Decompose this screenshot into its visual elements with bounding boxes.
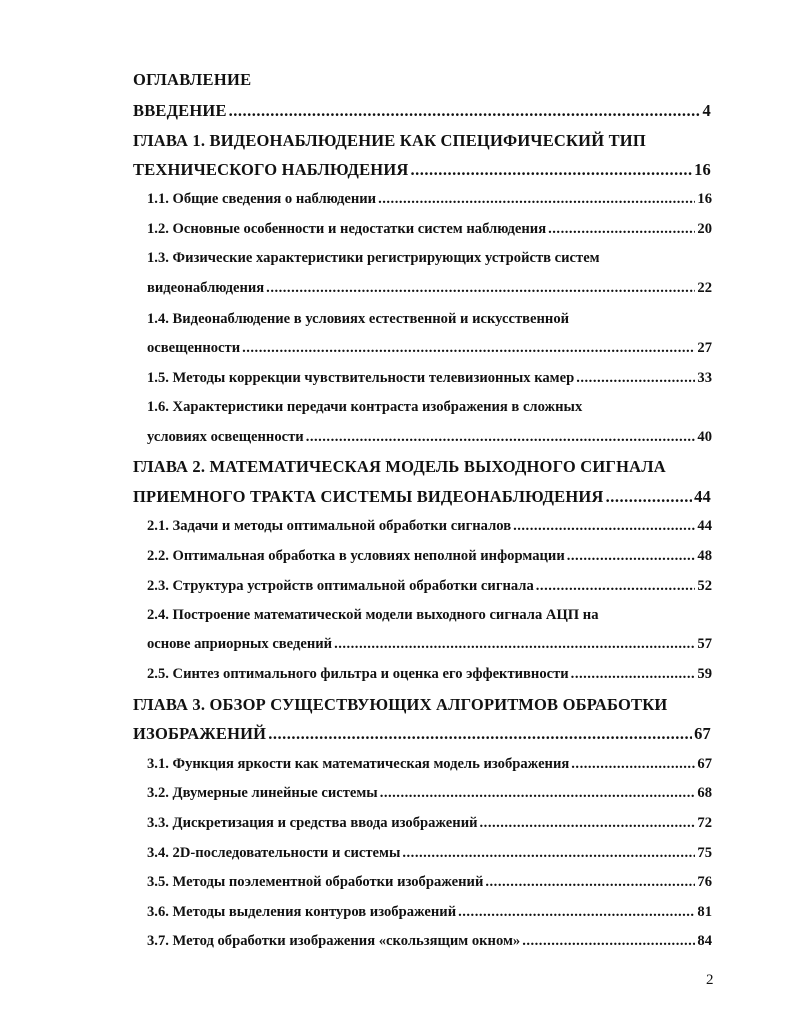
- toc-entry-chapter-1[interactable]: [133, 160, 711, 180]
- toc-entry-3-6[interactable]: [147, 904, 712, 921]
- toc-chapter-3-title-line1[interactable]: ГЛАВА 3. ОБЗОР СУЩЕСТВУЮЩИХ АЛГОРИТМОВ ОБРАБОТКИ: [133, 695, 668, 714]
- toc-entry-page: 67: [694, 724, 711, 743]
- toc-entry-title: 2.2. Оптимальная обработка в условиях неполной информации: [147, 548, 565, 564]
- dot-leader: [266, 280, 695, 297]
- toc-entry-1-4-line1[interactable]: 1.4. Видеонаблюдение в условиях естественной и искусственной: [147, 311, 570, 327]
- toc-entry-chapter-3[interactable]: [133, 724, 711, 744]
- toc-entry-page: 75: [697, 845, 712, 861]
- dot-leader: [567, 548, 696, 565]
- toc-entry-page: 22: [697, 280, 712, 296]
- toc-entry-title: ИЗОБРАЖЕНИЙ: [133, 724, 267, 743]
- dot-leader: [402, 845, 695, 862]
- toc-entry-page: 57: [697, 636, 712, 652]
- toc-entry-title: 1.2. Основные особенности и недостатки систем наблюдения: [147, 221, 547, 237]
- toc-entry-title: ВВЕДЕНИЕ: [133, 101, 227, 120]
- toc-entry-intro[interactable]: [133, 101, 711, 121]
- toc-entry-1-5[interactable]: [147, 370, 712, 387]
- dot-leader: [606, 487, 693, 507]
- toc-entry-2-3[interactable]: [147, 578, 712, 595]
- toc-entry-3-4[interactable]: [147, 845, 712, 862]
- toc-entry-page: 81: [697, 904, 712, 920]
- dot-leader: [522, 933, 695, 950]
- toc-entry-1-2[interactable]: [147, 221, 712, 238]
- toc-entry-2-5[interactable]: [147, 666, 712, 683]
- toc-entry-1-6[interactable]: [147, 429, 712, 446]
- toc-entry-1-6-line1[interactable]: 1.6. Характеристики передачи контраста изображения в сложных: [147, 399, 583, 415]
- toc-entry-title: 3.5. Методы поэлементной обработки изображений: [147, 874, 484, 890]
- toc-entry-title: освещенности: [147, 340, 241, 356]
- dot-leader: [268, 724, 692, 744]
- dot-leader: [242, 340, 695, 357]
- dot-leader: [306, 429, 696, 446]
- toc-entry-page: 44: [694, 487, 711, 506]
- dot-leader: [380, 785, 696, 802]
- toc-chapter-1-title-line1[interactable]: ГЛАВА 1. ВИДЕОНАБЛЮДЕНИЕ КАК СПЕЦИФИЧЕСКИЙ ТИП: [133, 131, 646, 150]
- toc-entry-2-4-line1[interactable]: 2.4. Построение математической модели выходного сигнала АЦП на: [147, 607, 599, 623]
- dot-leader: [410, 160, 692, 180]
- toc-entry-page: 44: [697, 518, 712, 534]
- toc-entry-page: 20: [697, 221, 712, 237]
- toc-entry-2-2[interactable]: [147, 548, 712, 565]
- toc-entry-2-1[interactable]: [147, 518, 712, 535]
- toc-entry-title: ТЕХНИЧЕСКОГО НАБЛЮДЕНИЯ: [133, 160, 409, 179]
- toc-entry-3-1[interactable]: [147, 756, 712, 773]
- toc-entry-title: 3.3. Дискретизация и средства ввода изображений: [147, 815, 478, 831]
- toc-entry-page: 68: [697, 785, 712, 801]
- toc-entry-title: 3.7. Метод обработки изображения «скользящим окном»: [147, 933, 521, 949]
- dot-leader: [480, 815, 696, 832]
- toc-entry-page: 67: [697, 756, 712, 772]
- page-number: 2: [706, 972, 714, 988]
- dot-leader: [571, 666, 696, 683]
- dot-leader: [458, 904, 695, 921]
- toc-entry-page: 27: [697, 340, 712, 356]
- dot-leader: [334, 636, 695, 653]
- toc-entry-page: 52: [697, 578, 712, 594]
- toc-heading: ОГЛАВЛЕНИЕ: [133, 70, 252, 89]
- toc-entry-title: 3.2. Двумерные линейные системы: [147, 785, 378, 801]
- toc-chapter-2-title-line1[interactable]: ГЛАВА 2. МАТЕМАТИЧЕСКАЯ МОДЕЛЬ ВЫХОДНОГО СИГНАЛА: [133, 457, 666, 476]
- toc-entry-title: видеонаблюдения: [147, 280, 265, 296]
- dot-leader: [485, 874, 695, 891]
- toc-entry-chapter-2[interactable]: [133, 487, 711, 507]
- dot-leader: [576, 370, 695, 387]
- toc-entry-title: 2.5. Синтез оптимального фильтра и оценка его эффективности: [147, 666, 569, 682]
- toc-entry-3-2[interactable]: [147, 785, 712, 802]
- toc-entry-title: 3.1. Функция яркости как математическая модель изображения: [147, 756, 570, 772]
- toc-entry-3-3[interactable]: [147, 815, 712, 832]
- dot-leader: [513, 518, 695, 535]
- toc-entry-page: 72: [697, 815, 712, 831]
- toc-entry-1-4[interactable]: [147, 340, 712, 357]
- toc-entry-title: 2.1. Задачи и методы оптимальной обработки сигналов: [147, 518, 512, 534]
- toc-entry-1-3-line1[interactable]: 1.3. Физические характеристики регистрирующих устройств систем: [147, 250, 600, 266]
- toc-entry-title: 1.5. Методы коррекции чувствительности телевизионных камер: [147, 370, 575, 386]
- toc-entry-page: 33: [697, 370, 712, 386]
- dot-leader: [229, 101, 701, 121]
- toc-entry-title: 3.6. Методы выделения контуров изображений: [147, 904, 457, 920]
- dot-leader: [548, 221, 695, 238]
- toc-entry-title: 3.4. 2D-последовательности и системы: [147, 845, 401, 861]
- toc-entry-title: основе априорных сведений: [147, 636, 333, 652]
- toc-entry-page: 40: [697, 429, 712, 445]
- toc-entry-title: 2.3. Структура устройств оптимальной обработки сигнала: [147, 578, 534, 594]
- dot-leader: [378, 191, 695, 208]
- toc-entry-3-7[interactable]: [147, 933, 712, 950]
- toc-entry-1-1[interactable]: [147, 191, 712, 208]
- toc-entry-title: ПРИЕМНОГО ТРАКТА СИСТЕМЫ ВИДЕОНАБЛЮДЕНИЯ: [133, 487, 604, 506]
- toc-entry-page: 48: [697, 548, 712, 564]
- toc-entry-page: 84: [697, 933, 712, 949]
- dot-leader: [571, 756, 695, 773]
- dot-leader: [536, 578, 696, 595]
- toc-entry-title: 1.1. Общие сведения о наблюдении: [147, 191, 377, 207]
- toc-entry-page: 76: [697, 874, 712, 890]
- toc-entry-3-5[interactable]: [147, 874, 712, 891]
- toc-entry-page: 59: [697, 666, 712, 682]
- toc-entry-page: 16: [694, 160, 711, 179]
- toc-entry-title: условиях освещенности: [147, 429, 304, 445]
- toc-entry-page: 16: [697, 191, 712, 207]
- toc-entry-2-4[interactable]: [147, 636, 712, 653]
- toc-entry-page: 4: [702, 101, 711, 120]
- toc-entry-1-3[interactable]: [147, 280, 712, 297]
